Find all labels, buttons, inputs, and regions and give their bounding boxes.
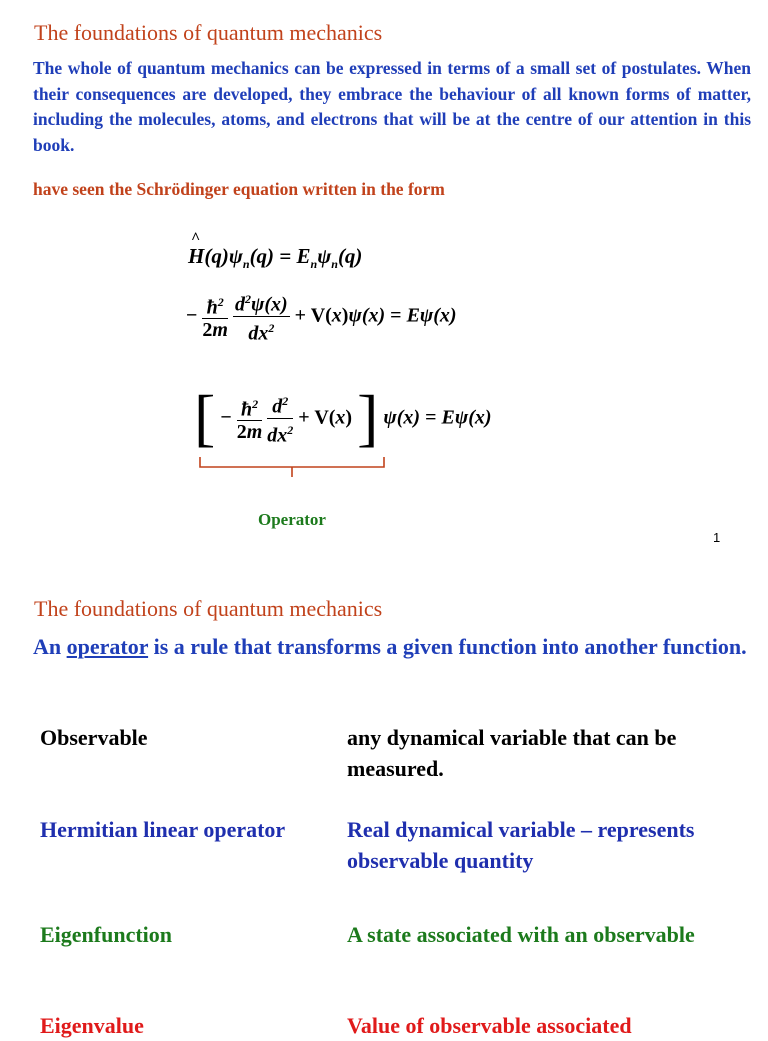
para-start: An — [33, 634, 67, 659]
operator-term: operator — [66, 634, 149, 659]
operator-brace — [198, 455, 388, 479]
para-end: is a rule that transforms a given function into another function. — [148, 634, 747, 659]
operator-label: Operator — [258, 510, 326, 529]
slide2-title: The foundations of quantum mechanics — [34, 596, 383, 621]
intro-paragraph-main: The whole of quantum mechanics can be expressed in terms of a small set of postulates. When their consequences are developed, they embrace the behaviour of all known forms of matter, including the molecules, atoms, and — [33, 58, 751, 129]
term-eigenvalue: Eigenvalue — [40, 1013, 144, 1038]
operator-definition-paragraph — [33, 632, 751, 662]
def-eigenvalue: Value of observable associated — [347, 1013, 632, 1038]
equation-operator-form: [ − $\frac{ħ^2}{2m}$ $\frac{d^2}{dx^2}$ + V(x) ] ψ(x) = Eψ(x) — [194, 382, 492, 453]
page-number: 1 — [713, 530, 721, 545]
intro-paragraph — [33, 56, 751, 158]
equation-schrodinger-1d: − $\frac{ħ^2}{2m}$ $\frac{d^2\psi(x)}{dx^2}$ + V(x)ψ(x) = Eψ(x) — [186, 288, 457, 344]
def-eigenfunction: A state associated with an observable — [347, 922, 695, 947]
schrodinger-intro-line: have seen the Schrödinger equation written in the form — [33, 179, 445, 199]
equation-hamiltonian: H ^ $(q)\psi_n(q) = E_n\psi_n(q)$ — [188, 230, 363, 272]
term-eigenfunction: Eigenfunction — [40, 922, 173, 947]
term-observable: Observable — [40, 725, 148, 750]
slide1-title: The foundations of quantum mechanics — [34, 20, 383, 45]
term-hermitian-operator: Hermitian linear operator — [40, 817, 286, 842]
def-hermitian-operator: Real dynamical variable – represents observable quantity — [347, 817, 695, 873]
def-observable: any dynamical variable that can be measured. — [347, 725, 677, 781]
intro-paragraph-last: electrons that will be at the centre of our attention in this book. — [33, 109, 752, 155]
